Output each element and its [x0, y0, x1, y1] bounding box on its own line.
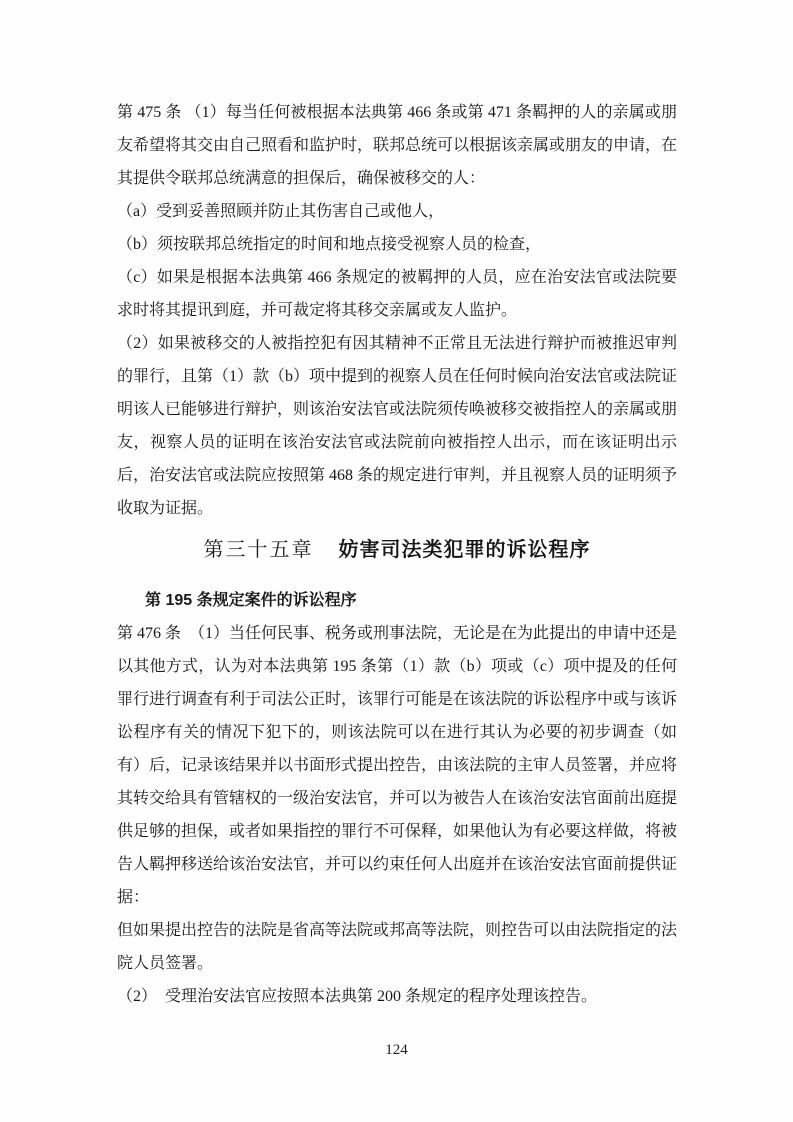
para-article-475-item-c: （c）如果是根据本法典第 466 条规定的被羁押的人员，应在治安法官或法院要求时将其提讯到庭，并可裁定将其移交亲属或友人监护。 — [117, 269, 677, 319]
para-article-476-proviso: 但如果提出控告的法院是省高等法院或邦高等法院，则控告可以由法院指定的法院人员签署。 — [117, 922, 678, 972]
para-article-475-item-b: （b）须按联邦总统指定的时间和地点接受视察人员的检查， — [117, 236, 542, 253]
section-subheading: 第 195 条规定案件的诉讼程序 — [145, 592, 357, 609]
para-article-475-clause-2: （2）如果被移交的人被指控犯有因其精神不正常且无法进行辩护而被推迟审判的罪行，且第（1）款（b）项中提到的视察人员在任何时候向治安法官或法院证明该人已能够进行辩护，则该治安法官或法院须传唤被移交被指控人的亲属或朋友，视察人员的证明在该治安法官或法院前向被指控人出示，而在该证明出示后，治安法官或法院应按照第 468 条的规定进行审判，并且视察人员的证明须予收取为证据。 — [117, 335, 678, 517]
page-footer — [0, 1040, 793, 1060]
chapter-number: 第三十五章 — [203, 539, 314, 561]
chapter-title: 妨害司法类犯罪的诉讼程序 — [338, 539, 591, 561]
para-article-475-clause-1: 第 475 条 （1）每当任何被根据本法典第 466 条或第 471 条羁押的人的亲属或朋友希望将其交由自己照看和监护时，联邦总统可以根据该亲属或朋友的申请，在其提供令联邦总统满意的担保后，确保被移交的人： — [117, 104, 678, 187]
para-article-476-clause-1: 第 476 条 （1）当任何民事、税务或刑事法院，无论是在为此提出的申请中还是以其他方式，认为对本法典第 195 条第（1）款（b）项或（c）项中提及的任何罪行进行调查有利于司法公正时，该罪行可能是在该法院的诉讼程序中或与该诉讼程序有关的情况下犯下的，则该法院可以在进行其认为必要的初步调查（如有）后，记录该结果并以书面形式提出控告，由该法院的主审人员签署，并应将其转交给具有管辖权的一级治安法官，并可以为被告人在该治安法官面前出庭提供足够的担保，或者如果指控的罪行不可保释，如果他认为有必要这样做，将被告人羁押移送给该治安法官，并可以约束任何人出庭并在该治安法官面前提供证据： — [117, 625, 678, 906]
para-article-475-item-a: （a）受到妥善照顾并防止其伤害自己或他人， — [117, 203, 445, 220]
page-number: 124 — [385, 1042, 408, 1058]
document-body — [117, 96, 677, 1013]
chapter-heading — [117, 532, 677, 568]
para-article-476-clause-2: （2） 受理治安法官应按照本法典第 200 条规定的程序处理该控告。 — [117, 988, 598, 1005]
